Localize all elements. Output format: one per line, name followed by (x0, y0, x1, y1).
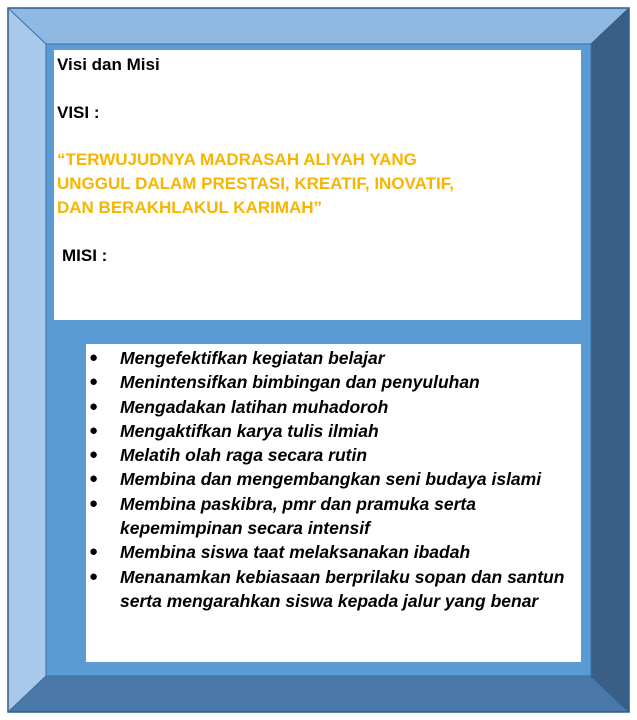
visi-statement: “TERWUJUDNYA MADRASAH ALIYAH YANG UNGGUL DALAM PRESTASI, KREATIF, INOVATIF, DAN BERAKHLAKUL KARIMAH” (57, 150, 454, 217)
bullet-icon: ● (89, 397, 99, 415)
bullet-icon: ● (89, 421, 99, 439)
bullet-icon: ● (89, 470, 99, 488)
list-item-text: Membina siswa taat melaksanakan ibadah (120, 542, 471, 563)
list-item-text: Mengadakan latihan muhadoroh (120, 396, 389, 417)
bullet-icon: ● (89, 567, 99, 585)
bullet-icon: ● (89, 494, 99, 512)
list-item-text: Melatih olah raga secara rutin (120, 445, 368, 466)
list-item-text: Mengaktifkan karya tulis ilmiah (120, 420, 379, 441)
list-item (86, 419, 579, 443)
list-item (86, 540, 579, 564)
list-item (86, 492, 579, 541)
list-item (86, 467, 579, 491)
page-title: Visi dan Misi (57, 55, 160, 74)
bullet-icon: ● (89, 543, 99, 561)
list-item (86, 370, 579, 394)
list-item-text: Mengefektifkan kegiatan belajar (120, 348, 385, 368)
list-item-text: Menintensifkan bimbingan dan penyuluhan (120, 372, 480, 393)
list-item (86, 565, 579, 614)
visi-heading: VISI : (57, 103, 100, 122)
list-item-text: Menanamkan kebiasaan berprilaku sopan dan santun serta mengarahkan siswa kepada jalur yang benar (120, 566, 565, 611)
list-item-text: Membina dan mengembangkan seni budaya islami (120, 469, 542, 490)
bullet-icon: ● (89, 446, 99, 464)
list-item (86, 346, 579, 370)
list-item (86, 395, 579, 419)
misi-list (86, 346, 579, 613)
bullet-icon: ● (89, 373, 99, 391)
misi-panel (86, 344, 581, 662)
misi-heading: MISI : (62, 246, 108, 265)
list-item (86, 443, 579, 467)
list-item-text: Membina paskibra, pmr dan pramuka serta kepemimpinan secara intensif (120, 493, 476, 539)
bullet-icon: ● (89, 349, 99, 366)
visi-panel (54, 50, 581, 320)
